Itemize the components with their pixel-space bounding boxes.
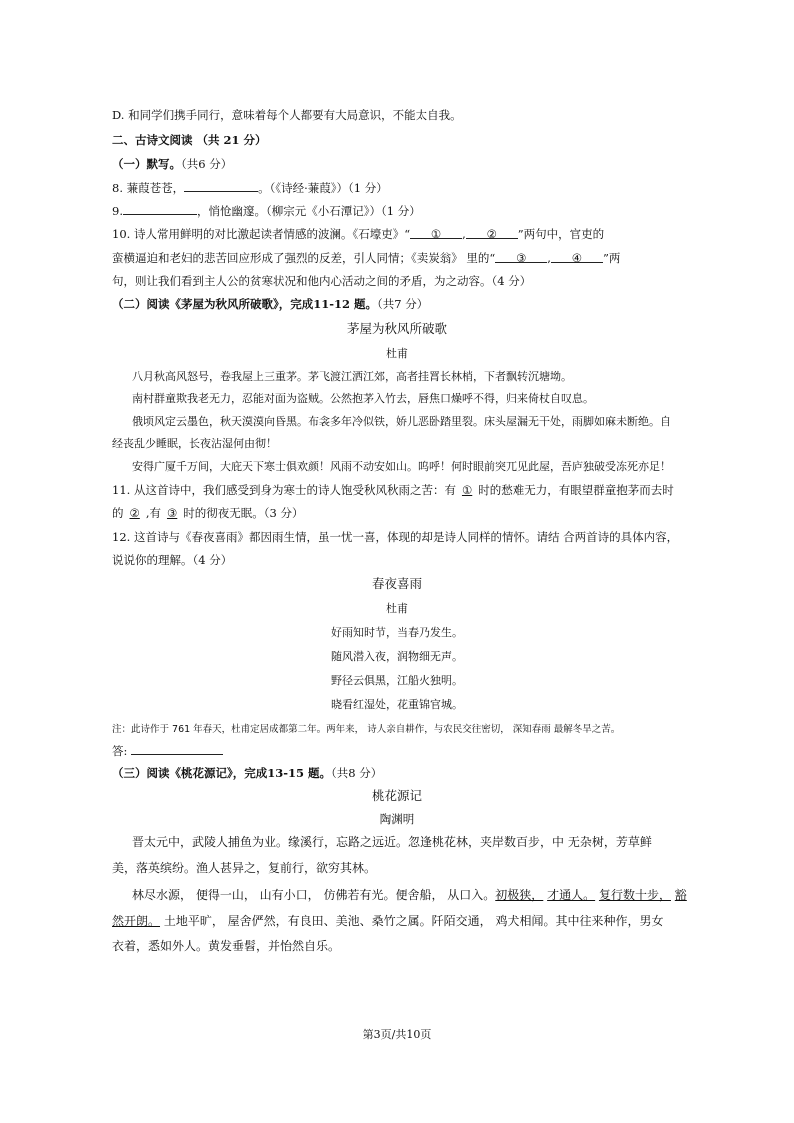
sub2-heading-points: （共7 分） (377, 297, 429, 311)
poem2-author: 杜甫 (386, 602, 408, 615)
answer-label: 答: (112, 744, 128, 758)
prose-line-5: 衣着，悉如外人。黄发垂髫，并怡然自乐。 (112, 939, 341, 953)
q10-text-a: 10. 诗人常用鲜明的对比激起读者情感的波澜。《石壕吏》“ (112, 227, 411, 241)
option-d: D. 和同学们携手同行，意味着每个人都要有大局意识，不能太自我。 (112, 108, 462, 122)
q10-text-b: ”两句中，官吏的 (517, 227, 605, 241)
sub1-heading (112, 156, 689, 172)
sub1-heading-points: （共6 分） (181, 157, 233, 171)
q10-mark-2: ② (486, 227, 497, 241)
prose-line-1: 晋太元中，武陵人捕鱼为业。缘溪行，忘路之远近。忽逢桃花林，夹岸数百步，中 无杂树，芳草鲜 (132, 835, 652, 849)
sub2-heading-main: （二）阅读《茅屋为秋风所破歌》，完成11-12 题。 (112, 297, 378, 311)
q9-text-b: ，悄怆幽邃。（柳宗元《小石潭记》）（1 分） (196, 204, 421, 218)
q11-text-b: 时的愁难无力，有眼望群童抱茅而去时 (478, 483, 674, 497)
q10-line3: 句，则让我们看到主人公的贫寒状况和他内心活动之间的矛盾，为之动容。（4 分） (112, 274, 532, 288)
q11-line1 (112, 482, 689, 498)
q10-blank-1[interactable] (410, 226, 462, 239)
poem2-line-2: 随风潜入夜，润物细无声。 (331, 650, 463, 663)
q11-mark-3[interactable]: ③ (166, 506, 178, 520)
poem-author: 杜甫 (386, 347, 408, 360)
poem-para-2: 南村群童欺我老无力，忍能对面为盗贼。公然抱茅入竹去，唇焦口燥呼不得，归来倚杖自叹息。 (132, 392, 594, 405)
sub3-heading-points: （共8 分） (331, 766, 383, 780)
sub3-heading (112, 765, 689, 781)
poem-para-3a: 俄顷风定云墨色，秋天漠漠向昏黑。布衾多年冷似铁，娇儿恶卧踏里裂。床头屋漏无干处，雨脚如麻未断绝。自 (132, 415, 671, 428)
q10-mark-1: ① (430, 227, 442, 241)
prose-ul-4: 豁 (674, 888, 687, 902)
q10-blank-3[interactable] (495, 250, 547, 263)
sub3-heading-main: （三）阅读《桃花源记》，完成13-15 题。 (112, 766, 332, 780)
q10-line2: 蛮横逼迫和老妇的悲苦回应形成了强烈的反差，引人同情；《卖炭翁》 里的“ ③ , ④ ”两 (112, 251, 621, 265)
q11-text-a: 11. 从这首诗中，我们感受到身为寒士的诗人饱受秋风秋雨之苦：有 (112, 483, 456, 497)
poem2-note: 注：此诗作于 761 年春天，杜甫定居成都第二年。两年来， 诗人亲自耕作，与农民交往密切， 深知春雨 最解冬旱之苦。 (112, 724, 621, 735)
prose-line-4 (112, 913, 689, 929)
poem2-line-4: 晓看红湿处，花重锦官城。 (331, 698, 463, 711)
prose-ul-5: 然开朗。 (112, 914, 161, 928)
prose-ul-2: 才通人。 (547, 888, 596, 902)
page-footer: 第3页/共10页 (362, 1028, 432, 1041)
q11-mark-1[interactable]: ① (461, 483, 473, 497)
prose-line-2: 美，落英缤纷。渔人甚异之，复前行，欲穷其林。 (112, 861, 377, 875)
q11-text-c: 的 (112, 506, 124, 520)
prose-author: 陶渊明 (379, 812, 415, 826)
q8-text-b: 。（《诗经·蒹葭》）（1 分） (258, 181, 388, 195)
poem2-title: 春夜喜雨 (371, 576, 422, 591)
prose-title: 桃花源记 (371, 788, 422, 803)
prose-line-3-a: 林尽水源， 便得一山， 山有小口， 仿佛若有光。便舍船， 从口入。 (132, 888, 496, 902)
q8-blank[interactable] (184, 179, 258, 192)
q8-text-a: 8. 蒹葭苍苍， (112, 181, 185, 195)
prose-line-3 (132, 887, 689, 903)
answer-row (112, 742, 689, 759)
part2-heading: 二、古诗文阅读 （共 21 分） (112, 133, 267, 147)
q11-mark-2[interactable]: ② (129, 506, 140, 520)
poem-para-4: 安得广厦千万间，大庇天下寒士俱欢颜！风雨不动安如山。呜呼！何时眼前突兀见此屋，吾庐独破受冻死亦足！ (132, 460, 671, 473)
poem-para-1: 八月秋高风怒号，卷我屋上三重茅。茅飞渡江洒江郊，高者挂罥长林梢，下者飘转沉塘坳。 (132, 370, 572, 383)
q10-mark-4: ④ (571, 251, 583, 265)
poem2-line-3: 野径云俱黑，江船火独明。 (331, 674, 463, 687)
q11-text-d: ,有 (145, 506, 161, 520)
q12-line2: 说说你的理解。（4 分） (112, 553, 233, 567)
q9-blank[interactable] (123, 202, 197, 215)
prose-ul-3: 复行数十步， (598, 888, 671, 902)
poem-title: 茅屋为秋风所破歌 (346, 321, 447, 336)
q10-blank-4[interactable] (551, 250, 603, 263)
q9 (112, 202, 689, 219)
q10-line1: 10. 诗人常用鲜明的对比激起读者情感的波澜。《石壕吏》“ ① , ② ”两句中，官吏的 (112, 227, 605, 241)
q10-blank-2[interactable] (466, 226, 518, 239)
prose-ul-1: 初极狭， (495, 888, 544, 902)
q8 (112, 179, 689, 196)
q10-line2-end: ”两 (602, 251, 621, 265)
poem2-line-1: 好雨知时节，当春乃发生。 (331, 626, 463, 639)
q10-line2-text: 蛮横逼迫和老妇的悲苦回应形成了强烈的反差，引人同情；《卖炭翁》 里的“ (112, 251, 496, 265)
q9-text-a: 9. (112, 204, 123, 218)
sub1-heading-main: （一）默写。 (112, 157, 181, 171)
q11-line2 (112, 505, 689, 521)
poem-para-3b: 经丧乱少睡眠，长夜沾湿何由彻！ (112, 437, 277, 450)
answer-blank[interactable] (131, 742, 223, 755)
prose-line-4-a: 土地平旷， 屋舍俨然，有良田、美池、桑竹之属。阡陌交通， 鸡犬相闻。其中往来种作，男女 (160, 914, 664, 928)
q12-line1: 12. 这首诗与《春夜喜雨》都因雨生情，虽一忧一喜，体现的却是诗人同样的情怀。请结 合两首诗的具体内容， (112, 530, 679, 544)
q11-text-e: 时的彻夜无眠。（3 分） (183, 506, 304, 520)
sub2-heading (112, 296, 689, 312)
q10-mark-3: ③ (516, 251, 527, 265)
